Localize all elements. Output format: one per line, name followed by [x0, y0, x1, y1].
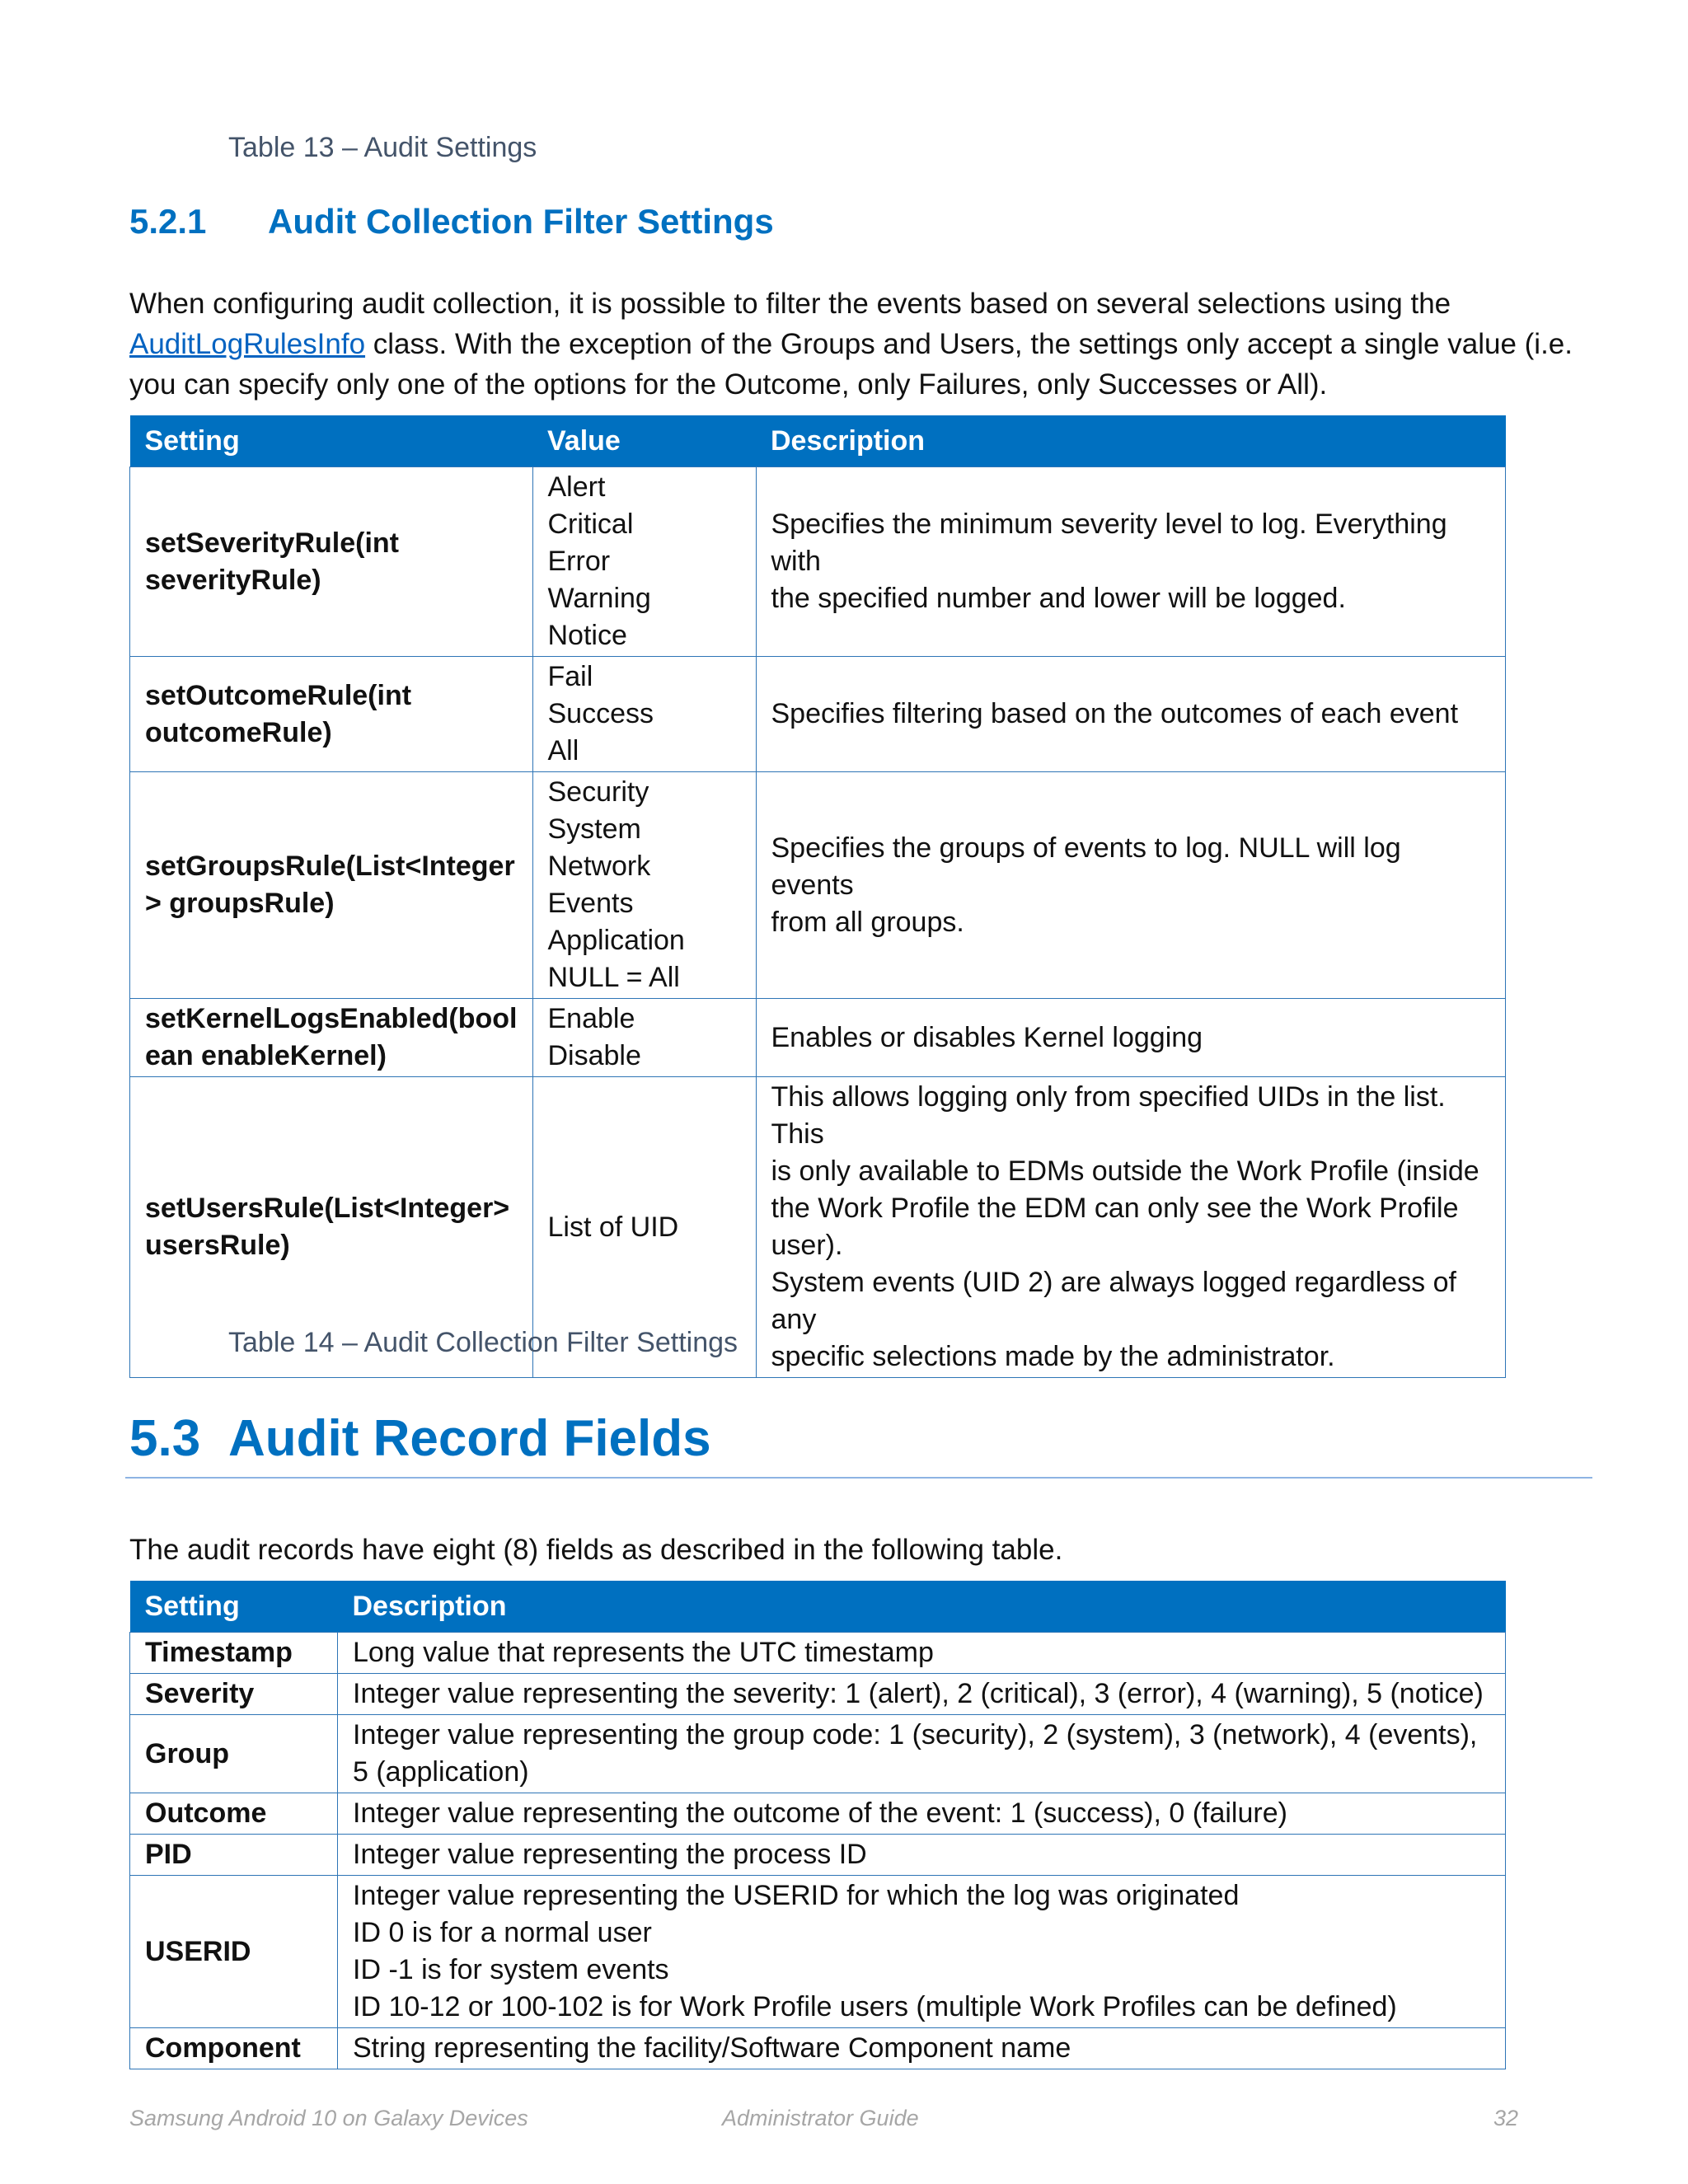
description-line: specific selections made by the administrator.: [771, 1341, 1335, 1372]
description-line: ID 10-12 or 100-102 is for Work Profile users (multiple Work Profiles can be defined): [353, 1991, 1397, 2022]
value-option: Network: [547, 851, 651, 882]
description-line: is only available to EDMs outside the Work Profile (inside: [771, 1155, 1479, 1187]
col-header-value: Value: [532, 415, 756, 467]
value-option: Fail: [547, 661, 593, 692]
table-row: [130, 1674, 1506, 1715]
setting-line: setOutcomeRule(int: [145, 679, 412, 711]
value-option: NULL = All: [547, 962, 680, 993]
col-header-setting: Setting: [130, 415, 533, 467]
table-row: [130, 467, 1506, 657]
fields-intro-paragraph: The audit records have eight (8) fields as described in the following table.: [129, 1534, 1063, 1566]
description-line: Specifies the groups of events to log. NULL will log events: [771, 832, 1401, 901]
record-fields-table: [129, 1581, 1506, 2069]
description-cell: [756, 772, 1506, 999]
audit-log-rules-info-link[interactable]: AuditLogRulesInfo: [129, 328, 366, 360]
col-header-description: Description: [756, 415, 1506, 467]
value-option: Disable: [547, 1040, 641, 1071]
setting-line: > groupsRule): [145, 888, 335, 919]
description-line: user).: [771, 1230, 843, 1261]
description-cell: [338, 1674, 1506, 1715]
intro-text-before: When configuring audit collection, it is possible to filter the events based on several selections using the: [129, 288, 1451, 320]
field-name-cell: Timestamp: [130, 1633, 338, 1674]
description-line: Specifies the minimum severity level to log. Everything with: [771, 509, 1447, 577]
description-line: Specifies filtering based on the outcomes of each event: [771, 698, 1459, 729]
description-line: Integer value representing the severity: 1 (alert), 2 (critical), 3 (error), 4 (warning), 5 (notice): [353, 1678, 1484, 1709]
setting-line: outcomeRule): [145, 716, 332, 748]
section-title: Audit Record Fields: [228, 1410, 711, 1467]
setting-line: setGroupsRule(List<Integer: [145, 851, 515, 882]
field-name-cell: Component: [130, 2028, 338, 2069]
table-row: [130, 1715, 1506, 1793]
description-cell: [756, 1077, 1506, 1378]
table-row: [130, 1835, 1506, 1876]
field-name-cell: PID: [130, 1835, 338, 1876]
value-option: Notice: [547, 620, 627, 651]
intro-text-after: class. With the exception of the Groups and Users, the settings only accept a single value (i.e. you can specify only one of the options for the Outcome, only Failures, only Successes or All).: [129, 328, 1573, 401]
value-option: Warning: [547, 583, 651, 614]
table-row: [130, 1876, 1506, 2028]
description-line: Integer value representing the outcome of the event: 1 (success), 0 (failure): [353, 1797, 1287, 1829]
setting-cell: [130, 772, 533, 999]
value-option: List of UID: [547, 1211, 679, 1243]
table-14-caption: Table 14 – Audit Collection Filter Settings: [228, 1327, 738, 1358]
field-name-cell: USERID: [130, 1876, 338, 2028]
field-name-cell: Severity: [130, 1674, 338, 1715]
description-cell: [756, 999, 1506, 1077]
description-cell: [338, 1876, 1506, 2028]
description-line: Integer value representing the USERID for which the log was originated: [353, 1880, 1240, 1911]
value-cell: [532, 772, 756, 999]
description-cell: [756, 467, 1506, 657]
footer-page-number: 32: [1493, 2106, 1519, 2130]
description-cell: [338, 1715, 1506, 1793]
section-heading-5-3: [129, 1409, 711, 1468]
value-option: Security: [547, 776, 649, 808]
description-line: Long value that represents the UTC timestamp: [353, 1637, 934, 1668]
value-cell: [532, 999, 756, 1077]
value-cell: [532, 467, 756, 657]
table-header-row: [130, 415, 1506, 467]
description-line: This allows logging only from specified UIDs in the list. This: [771, 1081, 1446, 1150]
table-row: [130, 999, 1506, 1077]
intro-paragraph: [129, 284, 1597, 405]
value-option: Success: [547, 698, 654, 729]
heading-rule: [125, 1477, 1592, 1479]
field-name-cell: Group: [130, 1715, 338, 1793]
description-line: from all groups.: [771, 906, 964, 938]
col-header-setting: Setting: [130, 1581, 338, 1633]
value-option: Enable: [547, 1003, 635, 1034]
setting-cell: [130, 999, 533, 1077]
value-option: Events: [547, 888, 634, 919]
setting-line: setSeverityRule(int: [145, 527, 399, 559]
col-header-description: Description: [338, 1581, 1506, 1633]
value-option: Error: [547, 546, 611, 577]
setting-cell: [130, 657, 533, 772]
footer-guide-title: Administrator Guide: [722, 2106, 919, 2130]
value-cell: [532, 657, 756, 772]
description-line: Integer value representing the group code: 1 (security), 2 (system), 3 (network), 4 (events),: [353, 1719, 1478, 1750]
table-row: [130, 1633, 1506, 1674]
section-title: Audit Collection Filter Settings: [268, 202, 774, 241]
description-line: ID 0 is for a normal user: [353, 1917, 652, 1948]
description-cell: [338, 1835, 1506, 1876]
setting-line: setUsersRule(List<Integer>: [145, 1193, 510, 1224]
section-number: 5.3: [129, 1410, 201, 1467]
description-line: Enables or disables Kernel logging: [771, 1021, 1203, 1053]
table-header-row: [130, 1581, 1506, 1633]
section-heading-5-2-1: [129, 202, 774, 241]
value-option: Application: [547, 925, 685, 956]
section-number: 5.2.1: [129, 202, 207, 241]
description-line: ID -1 is for system events: [353, 1954, 669, 1985]
description-cell: [338, 1793, 1506, 1835]
description-line: the specified number and lower will be logged.: [771, 583, 1346, 614]
setting-cell: [130, 467, 533, 657]
setting-line: usersRule): [145, 1230, 290, 1261]
value-option: System: [547, 813, 641, 845]
table-row: [130, 1793, 1506, 1835]
table-row: [130, 657, 1506, 772]
footer-document-title: Samsung Android 10 on Galaxy Devices: [129, 2106, 528, 2130]
description-line: Integer value representing the process ID: [353, 1839, 867, 1870]
description-line: the Work Profile the EDM can only see the Work Profile: [771, 1193, 1459, 1224]
setting-line: setKernelLogsEnabled(bool: [145, 1003, 518, 1034]
value-option: Alert: [547, 471, 606, 503]
description-cell: [338, 1633, 1506, 1674]
description-cell: [756, 657, 1506, 772]
description-line: String representing the facility/Software Component name: [353, 2032, 1071, 2064]
filter-settings-table: [129, 415, 1506, 1378]
value-option: Critical: [547, 509, 634, 540]
description-line: 5 (application): [353, 1756, 529, 1788]
table-row: [130, 772, 1506, 999]
setting-line: severityRule): [145, 564, 321, 596]
field-name-cell: Outcome: [130, 1793, 338, 1835]
table-13-caption: Table 13 – Audit Settings: [228, 132, 537, 163]
description-line: System events (UID 2) are always logged regardless of any: [771, 1267, 1456, 1335]
description-cell: [338, 2028, 1506, 2069]
value-option: All: [547, 735, 579, 766]
table-row: [130, 2028, 1506, 2069]
setting-line: ean enableKernel): [145, 1040, 387, 1071]
